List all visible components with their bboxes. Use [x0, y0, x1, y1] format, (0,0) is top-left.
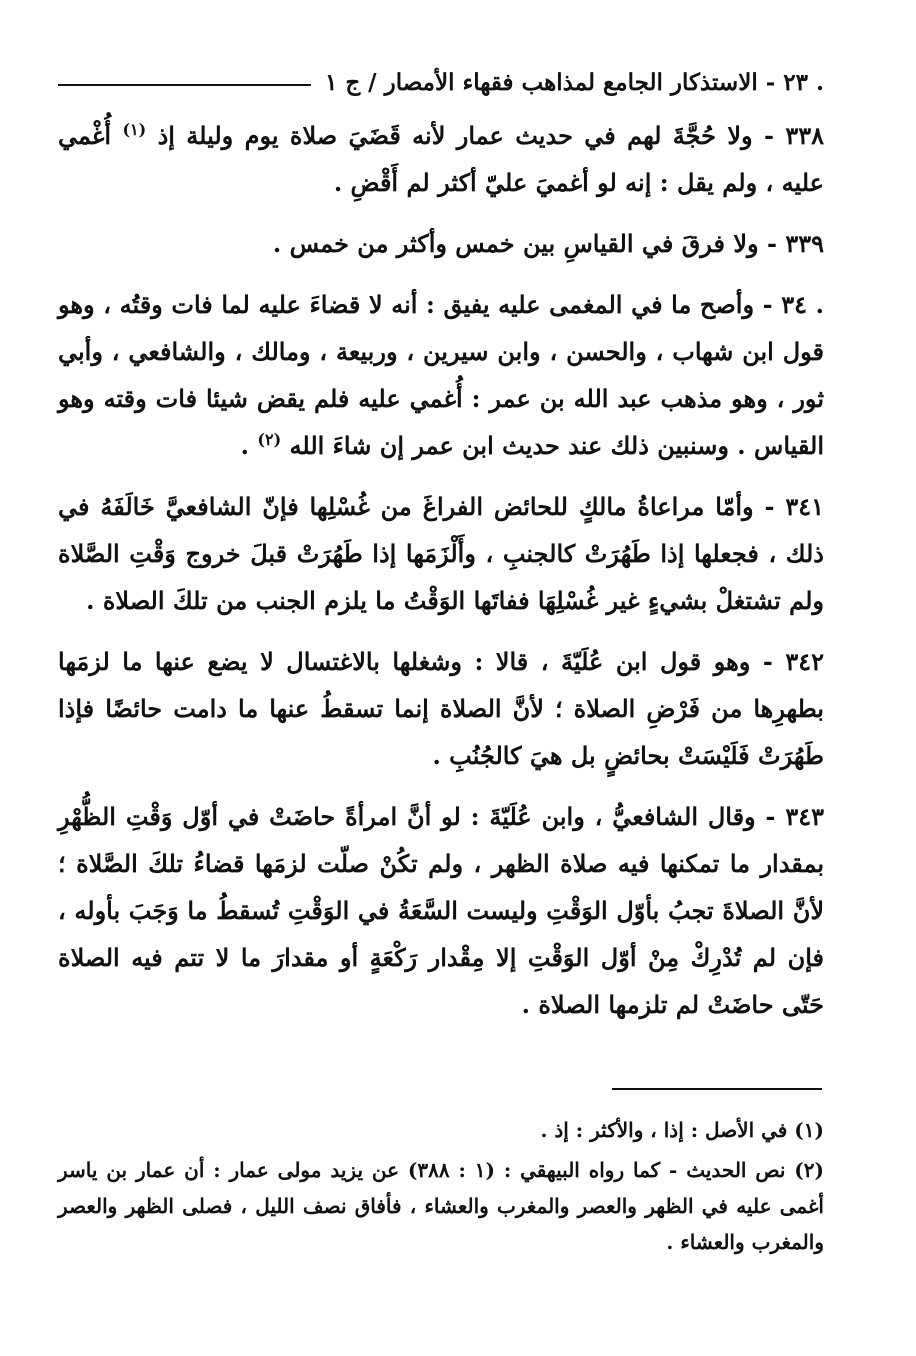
footnote-2: (٢) نص الحديث - كما رواه البيهقي : (١ : ٣٨٨) عن يزيد مولى عمار : أن عمار بن ياسر أغمى عليه في الظهر والعصر والمغرب والعشاء ، فأفاق نصف الليل ، فصلى الظهر والعصر والمغرب والعشاء .: [58, 1158, 824, 1254]
paragraph-text-continued: .: [240, 431, 250, 460]
footnote-separator: [612, 1088, 822, 1090]
paragraph-number: ٣٤٣ -: [765, 802, 824, 831]
paragraph-number: ٣٣٩ -: [767, 229, 824, 258]
main-text: [58, 112, 824, 1042]
paragraph-339: [58, 220, 824, 267]
footnote-marker: (١): [122, 120, 147, 139]
paragraph-341: [58, 483, 824, 624]
paragraph-338: [58, 112, 824, 206]
paragraph-text: وقال الشافعيُّ ، وابن عُلَيّةَ : لو أنَّ امرأةً حاضَتْ في أوّل وَقْتِ الظُّهْرِ بمقدار ما تمكنها فيه صلاة الظهر ، ولم تكُنْ صلّت لزمَها قضاءُ تلكَ الصَّلاة ؛ لأنَّ الصلاةَ تجبُ بأوّل الوَقْتِ وليست السَّعَةُ في الوَقْتِ تُسقطُ ما وَجَبَ بأوله ، فإن لم تُدْرِكْ مِنْ أوّل الوَقْتِ إلا مِقْدار رَكْعَةٍ أو مقدارَ ما لا تتم فيه الصلاة حَتّى حاضَتْ لم تلزمها الصلاة .: [58, 802, 825, 1019]
header-rule: [58, 84, 311, 86]
footnotes: [58, 1112, 824, 1264]
paragraph-text: ولا حُجَّةَ لهم في حديث عمار لأنه قَضَيَ صلاة يوم وليلة إذ: [157, 121, 753, 150]
paragraph-number: . ٣٤ -: [762, 290, 824, 319]
paragraph-number: ٣٤١ -: [764, 492, 824, 521]
paragraph-number: ٣٤٢ -: [762, 647, 824, 676]
header-title: . ٢٣ - الاستذكار الجامع لمذاهب فقهاء الأمصار / ج ١: [324, 68, 824, 96]
paragraph-text: ولا فرقَ في القياسِ بين خمس وأكثر من خمس .: [272, 229, 759, 258]
paragraph-343: [58, 793, 824, 1028]
footnote-1: (١) في الأصل : إذا ، والأكثر : إذ .: [540, 1118, 824, 1142]
paragraph-number: ٣٣٨ -: [764, 121, 824, 150]
paragraph-340: [58, 281, 824, 469]
paragraph-342: [58, 638, 824, 779]
paragraph-text: وهو قول ابن عُلَيّةَ ، قالا : وشغلها بالاغتسال لا يضع عنها ما لزمَها بطهرِها من فَرْضِ الصلاة ؛ لأنَّ الصلاة إنما تسقطُ عنها ما دامت حائضًا فإذا طَهُرَتْ فَلَيْسَتْ بحائضٍ بل هيَ كالجُنُبِ .: [58, 647, 824, 770]
paragraph-text: وأمّا مراعاةُ مالكٍ للحائض الفراغَ من غُسْلِها فإنّ الشافعيَّ خَالَفَهُ في ذلك ، فجعلها إذا طَهُرَتْ كالجنبِ ، وأَلْزَمَها إذا طَهُرَتْ قبلَ خروج وَقْتِ الصَّلاة ولم تشتغلْ بشيءٍ غير غُسْلِهَا ففاتَها الوَقْتُ ما يلزم الجنب من تلكَ الصلاة .: [58, 492, 824, 615]
paragraph-text: وأصح ما في المغمى عليه يفيق : أنه لا قضاءَ عليه لما فات وقتُه ، وهو قول ابن شهاب ، والحسن ، وابن سيرين ، وربيعة ، ومالك ، والشافعي ، وأبي ثور ، وهو مذهب عبد الله بن عمر : أُغمي عليه فلم يقض شيئا فات وقته وهو القياس . وسنبين ذلك عند حديث ابن عمر إن شاءَ الله: [58, 290, 824, 460]
running-header: [58, 62, 824, 102]
paragraph-text-continued: أُغْمي عليه ، ولم يقل : إنه لو أغميَ عليّ أكثر لم أَقْضِ .: [58, 121, 824, 197]
footnote-marker: (٢): [257, 430, 282, 449]
